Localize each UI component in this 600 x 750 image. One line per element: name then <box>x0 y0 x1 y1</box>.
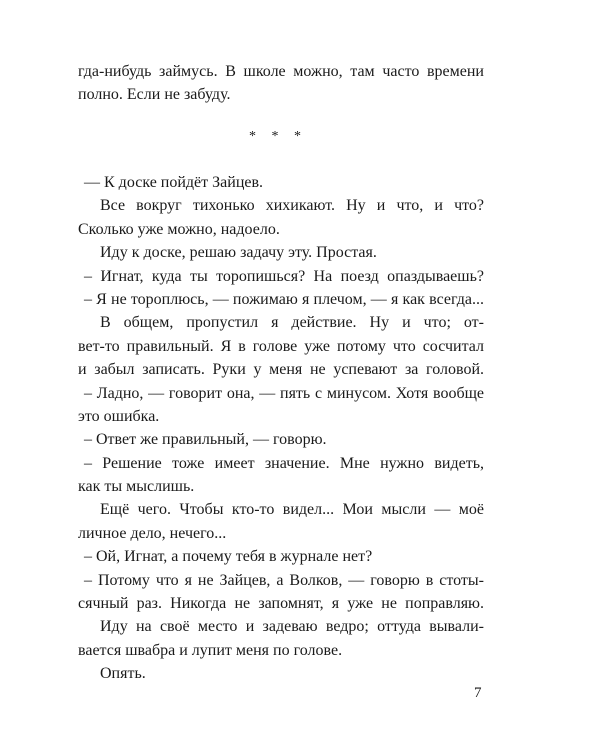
text-line: В общем, пропустил я действие. Ну и что; от- <box>100 314 484 332</box>
text-line: – Ответ же правильный, — говорю. <box>84 431 327 449</box>
text-line: Сколько уже можно, надоело. <box>78 220 280 238</box>
text-line: личное дело, нечего... <box>78 524 227 542</box>
section-separator: * * * <box>249 129 307 144</box>
main-text <box>78 171 484 686</box>
text-line: – Игнат, куда ты торопишься? На поезд опаздываешь? <box>84 267 484 285</box>
text-line: – Я не тороплюсь, — пожимаю я плечом, — я как всегда... <box>84 290 484 308</box>
text-line: и забыл записать. Руки у меня не успевают за головой. <box>78 361 484 379</box>
text-line: полно. Если не забуду. <box>78 86 231 104</box>
text-line: – Ладно, — говорит она, — пять с минусом. Хотя вообще <box>84 384 484 402</box>
text-line: это ошибка. <box>78 407 160 425</box>
text-line: Все вокруг тихонько хихикают. Ну и что, и что? <box>100 197 484 215</box>
text-line: – Потому что я не Зайцев, а Волков, — говорю в стоты- <box>84 571 484 589</box>
page-number: 7 <box>474 685 482 701</box>
text-line: Иду к доске, решаю задачу эту. Простая. <box>100 244 377 262</box>
top-paragraph <box>78 60 484 107</box>
text-line: — К доске пойдёт Зайцев. <box>84 174 264 191</box>
text-line: Ещё чего. Чтобы кто-то видел... Мои мысли — моё <box>100 501 484 519</box>
text-line: Иду на своё место и задеваю ведро; оттуда вывали- <box>100 618 484 636</box>
text-line: Опять. <box>100 665 146 683</box>
text-line: – Решение тоже имеет значение. Мне нужно видеть, <box>84 454 484 472</box>
text-line: вается швабра и лупит меня по голове. <box>78 641 343 659</box>
text-line: сячный раз. Никогда не запомнят, я уже не поправляю. <box>78 595 484 613</box>
text-line: – Ой, Игнат, а почему тебя в журнале нет? <box>84 548 373 566</box>
text-line: гда-нибудь займусь. В школе можно, там часто времени <box>78 63 484 80</box>
text-line: как ты мыслишь. <box>78 478 195 496</box>
text-line: вет-то правильный. Я в голове уже потому что сосчитал <box>78 337 484 355</box>
